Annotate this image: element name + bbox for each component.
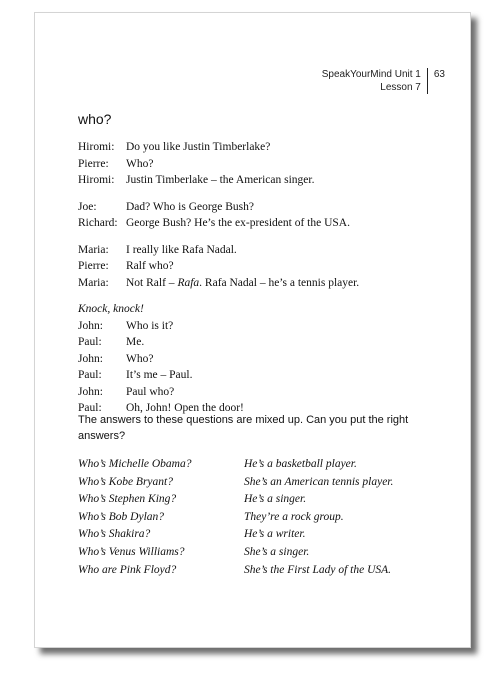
dialogue-line	[78, 172, 458, 189]
page-number: 63	[433, 69, 445, 80]
matching-row	[78, 474, 458, 492]
utterance: George Bush? He’s the ex-president of the USA.	[126, 217, 350, 229]
matching-exercise	[78, 456, 458, 579]
question: Who’s Venus Williams?	[78, 545, 185, 558]
unit-label: SpeakYourMind Unit 1	[321, 69, 421, 80]
speaker: John:	[78, 385, 103, 398]
answer: She’s an American tennis player.	[244, 475, 394, 488]
speaker: Maria:	[78, 243, 109, 256]
dialogue-line	[78, 367, 458, 384]
dialogue-line	[78, 199, 458, 216]
speaker: John:	[78, 352, 103, 365]
answer: He’s a basketball player.	[244, 458, 357, 470]
dialogue-line	[78, 215, 458, 232]
dialogue-2	[78, 199, 458, 232]
utterance: Dad? Who is George Bush?	[126, 200, 254, 213]
running-head	[322, 68, 445, 94]
utterance: Justin Timberlake – the American singer.	[126, 174, 315, 186]
utterance: Paul who?	[126, 385, 175, 398]
speaker: Pierre:	[78, 157, 109, 170]
speaker: Paul:	[78, 369, 102, 381]
speaker: Richard:	[78, 217, 118, 229]
utterance-part: . Rafa Nadal – he’s a tennis player.	[199, 276, 360, 289]
dialogue-line	[78, 334, 458, 351]
utterance: Ralf who?	[126, 260, 174, 272]
utterance: Who?	[126, 352, 154, 365]
dialogue-line	[78, 139, 458, 156]
dialogue-line	[78, 275, 458, 292]
answer: He’s a singer.	[244, 493, 307, 506]
answer: He’s a writer.	[244, 528, 306, 541]
answer: She’s a singer.	[244, 545, 310, 558]
dialogue-line	[78, 384, 458, 401]
document-page	[34, 12, 471, 648]
speaker: Hiromi:	[78, 174, 115, 186]
speaker: Paul:	[78, 402, 102, 414]
dialogue-line	[78, 156, 458, 173]
exercise-instruction: The answers to these questions are mixed up. Can you put the right answers?	[78, 414, 409, 442]
speaker: Hiromi:	[78, 141, 115, 153]
utterance: Me.	[126, 336, 145, 348]
speaker: Maria:	[78, 276, 109, 289]
dialogue-line	[78, 242, 458, 259]
answer: She’s the First Lady of the USA.	[244, 563, 392, 576]
matching-row	[78, 562, 458, 580]
question: Who’s Bob Dylan?	[78, 510, 165, 523]
utterance: It’s me – Paul.	[126, 369, 193, 381]
matching-row	[78, 456, 458, 474]
speaker: Paul:	[78, 336, 102, 348]
utterance	[126, 275, 359, 292]
utterance: Oh, John! Open the door!	[126, 402, 244, 414]
dialogue-line	[78, 318, 458, 335]
matching-row	[78, 544, 458, 562]
matching-row	[78, 491, 458, 509]
utterance: Who?	[126, 157, 154, 170]
matching-row	[78, 526, 458, 544]
matching-row	[78, 509, 458, 527]
answer: They’re a rock group.	[244, 510, 344, 523]
dialogue-line	[78, 351, 458, 368]
question: Who’s Kobe Bryant?	[78, 475, 173, 488]
dialogue-1	[78, 139, 458, 189]
dialogues	[78, 139, 458, 427]
section-heading: who?	[78, 111, 112, 127]
question: Who’s Shakira?	[78, 528, 151, 541]
dialogue-title: Knock, knock!	[78, 303, 144, 315]
dialogue-line	[78, 258, 458, 275]
utterance: Who is it?	[126, 319, 174, 332]
speaker: Pierre:	[78, 260, 109, 272]
utterance: Do you like Justin Timberlake?	[126, 141, 271, 153]
dialogue-3	[78, 242, 458, 292]
running-head-text	[322, 68, 428, 94]
emphasis: Rafa	[177, 276, 200, 289]
question: Who’s Michelle Obama?	[78, 458, 192, 470]
speaker: John:	[78, 319, 103, 332]
utterance-part: Not Ralf –	[126, 276, 178, 289]
question: Who are Pink Floyd?	[78, 563, 177, 576]
speaker: Joe:	[78, 200, 97, 213]
dialogue-4	[78, 301, 458, 417]
question: Who’s Stephen King?	[78, 493, 177, 506]
lesson-label: Lesson 7	[380, 82, 421, 93]
utterance: I really like Rafa Nadal.	[126, 243, 237, 256]
